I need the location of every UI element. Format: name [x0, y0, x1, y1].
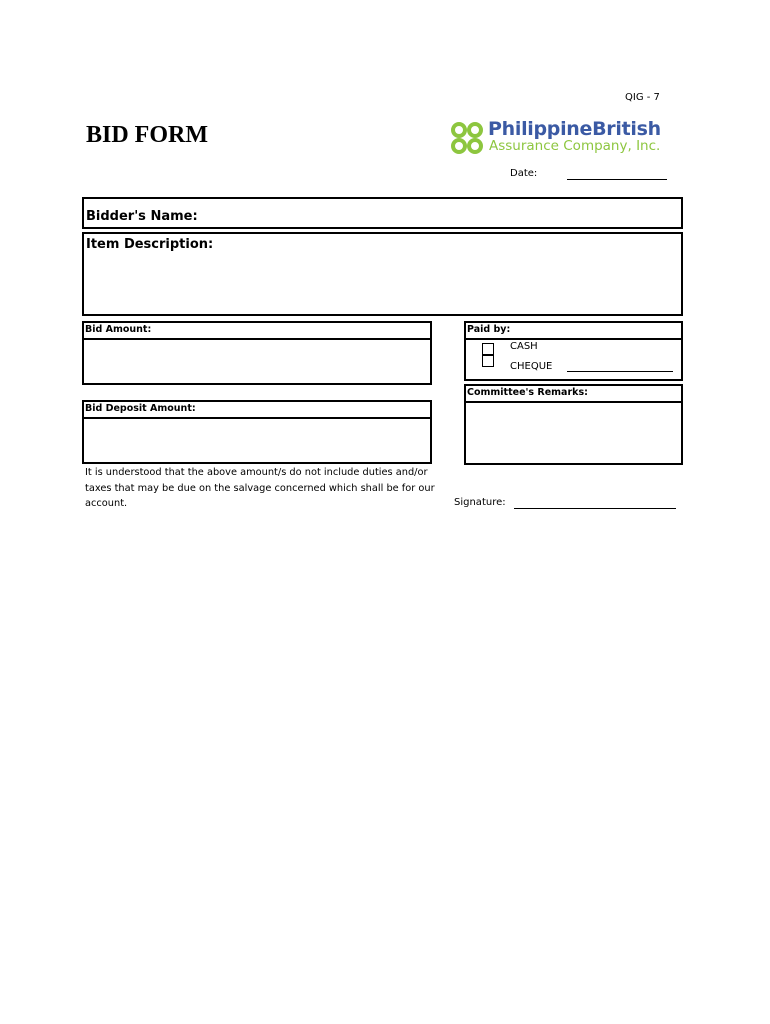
paid-by-header: Paid by:	[464, 321, 683, 340]
clover-logo-icon	[450, 121, 484, 155]
committee-remarks-header: Committee's Remarks:	[464, 384, 683, 403]
committee-remarks-field[interactable]	[464, 401, 683, 465]
item-description-field[interactable]	[82, 232, 683, 316]
bid-deposit-field[interactable]	[82, 417, 432, 464]
date-label: Date:	[510, 168, 538, 179]
cheque-number-field[interactable]	[567, 371, 673, 372]
bid-amount-header: Bid Amount:	[82, 321, 432, 340]
form-code: QIG - 7	[625, 92, 660, 103]
item-description-label: Item Description:	[86, 237, 214, 252]
date-field[interactable]	[567, 179, 667, 180]
cash-checkbox[interactable]	[482, 343, 494, 355]
logo-company-subtitle: Assurance Company, Inc.	[489, 138, 661, 154]
page-title: BID FORM	[86, 122, 208, 148]
cheque-checkbox[interactable]	[482, 355, 494, 367]
cash-option-label: CASH	[510, 341, 538, 352]
logo-company-name: PhilippineBritish	[488, 118, 661, 140]
signature-label: Signature:	[454, 497, 506, 508]
paid-by-panel	[464, 338, 683, 381]
bid-amount-field[interactable]	[82, 338, 432, 385]
bidders-name-label: Bidder's Name:	[86, 209, 198, 224]
bidders-name-field[interactable]	[82, 197, 683, 229]
disclaimer-text: It is understood that the above amount/s do not include duties and/or taxes that may be due on the salvage concerned which shall be for our account.	[85, 467, 435, 509]
company-logo	[450, 118, 680, 158]
cheque-option-label: CHEQUE	[510, 361, 553, 372]
bid-deposit-header: Bid Deposit Amount:	[82, 400, 432, 419]
signature-field[interactable]	[514, 508, 676, 509]
